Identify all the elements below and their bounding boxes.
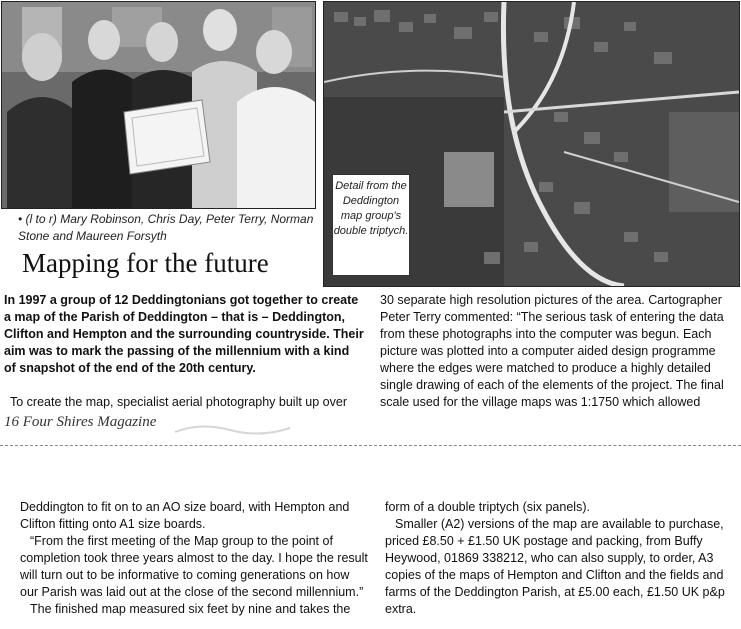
group-photo (1, 1, 316, 209)
article-intro: In 1997 a group of 12 Deddingtonians got together to create a map of the Parish of Deddington – that is – Deddington, Clifton and Hempton and the surrounding countryside. Their aim was to mark the passing of the millennium with a kind of snapshot of the end of the 20th century. (4, 293, 364, 375)
article-lower-right (385, 499, 737, 618)
page-divider (0, 445, 741, 446)
article-paragraph: Deddington to fit on to an AO size board, with Hempton and Clifton fitting onto A1 size boards. (20, 500, 350, 531)
article-paragraph: Smaller (A2) versions of the map are available to purchase, priced £8.50 + £1.50 UK postage and packing, from Buffy Heywood, 01869 338212, who can also supply, to order, A3 copies of the maps of Hempton and Clifton and the fields and farms of the Deddington Parish, at £5.00 each, £1.50 UK p&p extra. (385, 517, 725, 616)
photo-caption: • (l to r) Mary Robinson, Chris Day, Peter Terry, Norman Stone and Maureen Forsyth (18, 212, 314, 243)
article-column-2 (380, 292, 732, 411)
article-paragraph: The finished map measured six feet by nine and takes the (30, 602, 351, 616)
print-smudge (170, 420, 310, 438)
map-caption: Detail from the Deddington map group's double triptych. (332, 174, 410, 276)
page-footer: 16 Four Shires Magazine (4, 414, 157, 430)
article-lower-left (20, 499, 370, 618)
article-paragraph: To create the map, specialist aerial photography built up over (10, 395, 347, 409)
article-paragraph: 30 separate high resolution pictures of the area. Cartographer Peter Terry commented: “The serious task of entering the data from these photographs into the computer was begun. Each picture was plotted into a computer aided design programme where the edges were matched to produce a highly detailed single drawing of each of the elements of the project. The final scale used for the village maps was 1:1750 which allowed (380, 293, 724, 409)
article-paragraph: “From the first meeting of the Map group to the point of completion took three years almost to the day. I hope the result will turn out to be informative to coming generations on how our Parish was laid out at the close of the second millennium.” (20, 534, 368, 599)
article-headline: Mapping for the future (22, 248, 269, 278)
article-paragraph: form of a double triptych (six panels). (385, 500, 590, 514)
